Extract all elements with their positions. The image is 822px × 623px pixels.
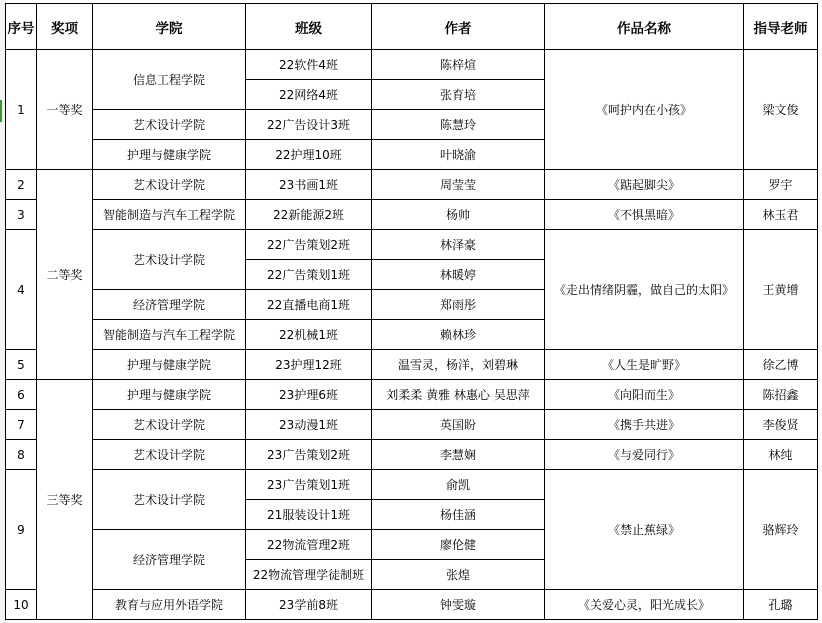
seq-cell[interactable]: 4 xyxy=(6,230,37,350)
table-row xyxy=(6,380,818,410)
class-cell[interactable]: 22物流管理学徒制班 xyxy=(246,560,372,590)
work-cell[interactable]: 《与爱同行》 xyxy=(545,440,744,470)
author-cell[interactable]: 钟雯璇 xyxy=(372,590,545,620)
seq-cell[interactable]: 1 xyxy=(6,50,37,170)
author-cell[interactable]: 林泽豪 xyxy=(372,230,545,260)
award-cell-third[interactable]: 三等奖 xyxy=(37,380,93,620)
author-cell[interactable]: 林暖婷 xyxy=(372,260,545,290)
table-row xyxy=(6,170,818,200)
college-cell[interactable]: 艺术设计学院 xyxy=(93,410,246,440)
class-cell[interactable]: 23书画1班 xyxy=(246,170,372,200)
work-cell[interactable]: 《携手共进》 xyxy=(545,410,744,440)
table-row xyxy=(6,230,818,260)
author-cell[interactable]: 张煌 xyxy=(372,560,545,590)
table-row xyxy=(6,410,818,440)
work-cell[interactable]: 《禁止蕉绿》 xyxy=(545,470,744,590)
author-cell[interactable]: 杨佳涵 xyxy=(372,500,545,530)
author-cell[interactable]: 赖林珍 xyxy=(372,320,545,350)
college-cell[interactable]: 艺术设计学院 xyxy=(93,110,246,140)
author-cell[interactable]: 张育培 xyxy=(372,80,545,110)
teacher-cell[interactable]: 骆辉玲 xyxy=(744,470,818,590)
class-cell[interactable]: 23动漫1班 xyxy=(246,410,372,440)
class-cell[interactable]: 22护理10班 xyxy=(246,140,372,170)
seq-cell[interactable]: 6 xyxy=(6,380,37,410)
college-cell[interactable]: 艺术设计学院 xyxy=(93,470,246,530)
teacher-cell[interactable]: 王黄增 xyxy=(744,230,818,350)
author-cell[interactable]: 叶晓渝 xyxy=(372,140,545,170)
class-cell[interactable]: 22广告设计3班 xyxy=(246,110,372,140)
class-cell[interactable]: 22物流管理2班 xyxy=(246,530,372,560)
author-cell[interactable]: 郑雨彤 xyxy=(372,290,545,320)
header-teacher[interactable]: 指导老师 xyxy=(744,4,818,50)
seq-cell[interactable]: 8 xyxy=(6,440,37,470)
award-cell-second[interactable]: 二等奖 xyxy=(37,170,93,380)
class-cell[interactable]: 22机械1班 xyxy=(246,320,372,350)
table-row xyxy=(6,200,818,230)
college-cell[interactable]: 艺术设计学院 xyxy=(93,230,246,290)
teacher-cell[interactable]: 徐乙博 xyxy=(744,350,818,380)
author-cell[interactable]: 刘柔柔 黄雅 林惠心 吴思萍 xyxy=(372,380,545,410)
author-cell[interactable]: 李慧娴 xyxy=(372,440,545,470)
header-work[interactable]: 作品名称 xyxy=(545,4,744,50)
college-cell[interactable]: 经济管理学院 xyxy=(93,530,246,590)
award-cell-first[interactable]: 一等奖 xyxy=(37,50,93,170)
seq-cell[interactable]: 2 xyxy=(6,170,37,200)
teacher-cell[interactable]: 罗宇 xyxy=(744,170,818,200)
college-cell[interactable]: 教育与应用外语学院 xyxy=(93,590,246,620)
college-cell[interactable]: 护理与健康学院 xyxy=(93,350,246,380)
table-row xyxy=(6,590,818,620)
work-cell[interactable]: 《踮起脚尖》 xyxy=(545,170,744,200)
teacher-cell[interactable]: 林玉君 xyxy=(744,200,818,230)
work-cell[interactable]: 《呵护内在小孩》 xyxy=(545,50,744,170)
author-cell[interactable]: 陈慧玲 xyxy=(372,110,545,140)
table-row xyxy=(6,50,818,80)
header-college[interactable]: 学院 xyxy=(93,4,246,50)
header-award[interactable]: 奖项 xyxy=(37,4,93,50)
college-cell[interactable]: 护理与健康学院 xyxy=(93,380,246,410)
work-cell[interactable]: 《人生是旷野》 xyxy=(545,350,744,380)
author-cell[interactable]: 周莹莹 xyxy=(372,170,545,200)
work-cell[interactable]: 《走出情绪阴霾，做自己的太阳》 xyxy=(545,230,744,350)
college-cell[interactable]: 信息工程学院 xyxy=(93,50,246,110)
class-cell[interactable]: 22软件4班 xyxy=(246,50,372,80)
seq-cell[interactable]: 5 xyxy=(6,350,37,380)
class-cell[interactable]: 21服装设计1班 xyxy=(246,500,372,530)
work-cell[interactable]: 《关爱心灵，阳光成长》 xyxy=(545,590,744,620)
class-cell[interactable]: 22新能源2班 xyxy=(246,200,372,230)
class-cell[interactable]: 23学前8班 xyxy=(246,590,372,620)
class-cell[interactable]: 22网络4班 xyxy=(246,80,372,110)
author-cell[interactable]: 俞凯 xyxy=(372,470,545,500)
teacher-cell[interactable]: 孔璐 xyxy=(744,590,818,620)
class-cell[interactable]: 22广告策划1班 xyxy=(246,260,372,290)
class-cell[interactable]: 23广告策划1班 xyxy=(246,470,372,500)
college-cell[interactable]: 艺术设计学院 xyxy=(93,440,246,470)
seq-cell[interactable]: 7 xyxy=(6,410,37,440)
seq-cell[interactable]: 3 xyxy=(6,200,37,230)
table-row xyxy=(6,440,818,470)
teacher-cell[interactable]: 林纯 xyxy=(744,440,818,470)
class-cell[interactable]: 23护理6班 xyxy=(246,380,372,410)
teacher-cell[interactable]: 陈招鑫 xyxy=(744,380,818,410)
work-cell[interactable]: 《向阳而生》 xyxy=(545,380,744,410)
college-cell[interactable]: 智能制造与汽车工程学院 xyxy=(93,200,246,230)
college-cell[interactable]: 智能制造与汽车工程学院 xyxy=(93,320,246,350)
college-cell[interactable]: 护理与健康学院 xyxy=(93,140,246,170)
college-cell[interactable]: 经济管理学院 xyxy=(93,290,246,320)
teacher-cell[interactable]: 李俊贤 xyxy=(744,410,818,440)
class-cell[interactable]: 23广告策划2班 xyxy=(246,440,372,470)
seq-cell[interactable]: 9 xyxy=(6,470,37,590)
class-cell[interactable]: 22直播电商1班 xyxy=(246,290,372,320)
author-cell[interactable]: 杨帅 xyxy=(372,200,545,230)
seq-cell[interactable]: 10 xyxy=(6,590,37,620)
work-cell[interactable]: 《不惧黑暗》 xyxy=(545,200,744,230)
class-cell[interactable]: 22广告策划2班 xyxy=(246,230,372,260)
author-cell[interactable]: 陈梓煊 xyxy=(372,50,545,80)
selection-indicator xyxy=(0,100,2,122)
header-class[interactable]: 班级 xyxy=(246,4,372,50)
table-row xyxy=(6,350,818,380)
header-author[interactable]: 作者 xyxy=(372,4,545,50)
class-cell[interactable]: 23护理12班 xyxy=(246,350,372,380)
teacher-cell[interactable]: 梁文俊 xyxy=(744,50,818,170)
author-cell[interactable]: 英国盼 xyxy=(372,410,545,440)
table-row xyxy=(6,470,818,500)
college-cell[interactable]: 艺术设计学院 xyxy=(93,170,246,200)
author-cell[interactable]: 温雪灵，杨洋，刘碧琳 xyxy=(372,350,545,380)
awards-table xyxy=(5,3,818,620)
header-seq[interactable]: 序号 xyxy=(6,4,37,50)
header-row xyxy=(6,4,818,50)
author-cell[interactable]: 廖伦健 xyxy=(372,530,545,560)
